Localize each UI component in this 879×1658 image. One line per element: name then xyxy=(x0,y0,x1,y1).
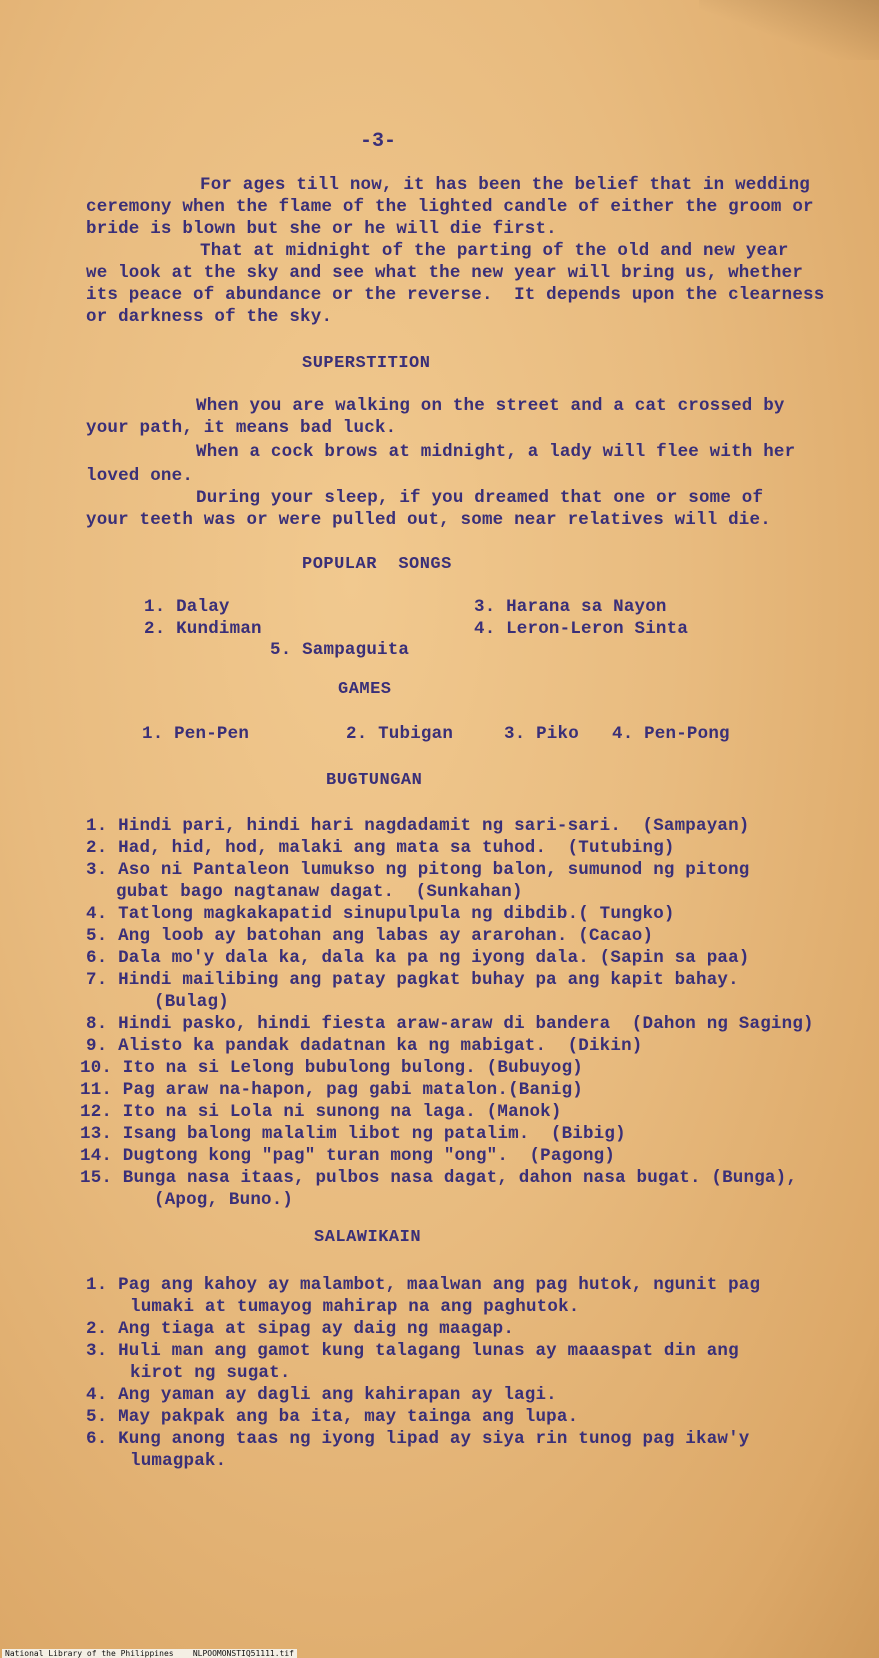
song-item: 4. Leron-Leron Sinta xyxy=(474,619,689,639)
intro-line: bride is blown but she or he will die first. xyxy=(86,219,557,239)
riddle-line: 12. Ito na si Lola ni sunong na laga. (Manok) xyxy=(80,1102,562,1122)
riddle-line: 10. Ito na si Lelong bubulong bulong. (Bubuyog) xyxy=(80,1058,583,1078)
superstition-line: When a cock brows at midnight, a lady will flee with her xyxy=(196,442,796,462)
riddle-line: 1. Hindi pari, hindi hari nagdadamit ng sari-sari. (Sampayan) xyxy=(86,816,750,836)
riddle-line: 8. Hindi pasko, hindi fiesta araw-araw di bandera (Dahon ng Saging) xyxy=(86,1014,814,1034)
game-item: 4. Pen-Pong xyxy=(612,724,730,744)
proverb-line: lumagpak. xyxy=(130,1451,227,1471)
superstition-line: your path, it means bad luck. xyxy=(86,418,397,438)
song-item: 3. Harana sa Nayon xyxy=(474,597,667,617)
superstition-line: loved one. xyxy=(86,466,194,486)
intro-line: ceremony when the flame of the lighted candle of either the groom or xyxy=(86,197,814,217)
games-heading: GAMES xyxy=(338,680,392,699)
game-item: 3. Piko xyxy=(504,724,579,744)
proverb-line: 1. Pag ang kahoy ay malambot, maalwan ang pag hutok, ngunit pag xyxy=(86,1275,761,1295)
proverb-line: 2. Ang tiaga at sipag ay daig ng maagap. xyxy=(86,1319,515,1339)
riddle-line: 7. Hindi mailibing ang patay pagkat buhay pa ang kapit bahay. xyxy=(86,970,739,990)
salawikain-heading: SALAWIKAIN xyxy=(314,1228,422,1247)
riddle-line: 5. Ang loob ay batohan ang labas ay ararohan. (Cacao) xyxy=(86,926,654,946)
game-item: 2. Tubigan xyxy=(346,724,454,744)
page-corner-fold xyxy=(699,0,879,60)
intro-line: That at midnight of the parting of the old and new year xyxy=(200,241,789,261)
song-item: 5. Sampaguita xyxy=(270,640,410,660)
proverb-line: lumaki at tumayog mahirap na ang paghutok. xyxy=(130,1297,580,1317)
bugtungan-heading: BUGTUNGAN xyxy=(326,771,423,790)
scan-footer: National Library of the Philippines NLPOOMONSTIQ51111.tif xyxy=(2,1649,297,1658)
game-item: 1. Pen-Pen xyxy=(142,724,250,744)
riddle-line: 14. Dugtong kong "pag" turan mong "ong". (Pagong) xyxy=(80,1146,616,1166)
song-item: 1. Dalay xyxy=(144,597,230,617)
page-number: -3- xyxy=(360,130,397,153)
riddle-line: 9. Alisto ka pandak dadatnan ka ng mabigat. (Dikin) xyxy=(86,1036,643,1056)
intro-line: For ages till now, it has been the belief that in wedding xyxy=(200,175,810,195)
superstition-line: When you are walking on the street and a cat crossed by xyxy=(196,396,785,416)
proverb-line: 6. Kung anong taas ng iyong lipad ay siya rin tunog pag ikaw'y xyxy=(86,1429,750,1449)
proverb-line: 3. Huli man ang gamot kung talagang lunas ay maaaspat din ang xyxy=(86,1341,739,1361)
proverb-line: 5. May pakpak ang ba ita, may tainga ang lupa. xyxy=(86,1407,579,1427)
riddle-line: 6. Dala mo'y dala ka, dala ka pa ng iyong dala. (Sapin sa paa) xyxy=(86,948,750,968)
popular-songs-heading: POPULAR SONGS xyxy=(302,555,452,574)
riddle-line: 4. Tatlong magkakapatid sinupulpula ng dibdib.( Tungko) xyxy=(86,904,675,924)
superstition-line: During your sleep, if you dreamed that one or some of xyxy=(196,488,764,508)
proverb-line: 4. Ang yaman ay dagli ang kahirapan ay lagi. xyxy=(86,1385,557,1405)
proverb-line: kirot ng sugat. xyxy=(130,1363,291,1383)
song-item: 2. Kundiman xyxy=(144,619,262,639)
riddle-line: (Bulag) xyxy=(154,992,229,1012)
riddle-line: 2. Had, hid, hod, malaki ang mata sa tuhod. (Tutubing) xyxy=(86,838,675,858)
superstition-heading: SUPERSTITION xyxy=(302,354,431,373)
intro-line: its peace of abundance or the reverse. It depends upon the clearness xyxy=(86,285,825,305)
riddle-line: 15. Bunga nasa itaas, pulbos nasa dagat, dahon nasa bugat. (Bunga), xyxy=(80,1168,798,1188)
riddle-line: 11. Pag araw na-hapon, pag gabi matalon.(Banig) xyxy=(80,1080,583,1100)
intro-line: we look at the sky and see what the new year will bring us, whether xyxy=(86,263,804,283)
superstition-line: your teeth was or were pulled out, some near relatives will die. xyxy=(86,510,771,530)
riddle-line: gubat bago nagtanaw dagat. (Sunkahan) xyxy=(116,882,523,902)
intro-line: or darkness of the sky. xyxy=(86,307,333,327)
riddle-line: (Apog, Buno.) xyxy=(154,1190,294,1210)
riddle-line: 13. Isang balong malalim libot ng patalim. (Bibig) xyxy=(80,1124,626,1144)
riddle-line: 3. Aso ni Pantaleon lumukso ng pitong balon, sumunod ng pitong xyxy=(86,860,750,880)
